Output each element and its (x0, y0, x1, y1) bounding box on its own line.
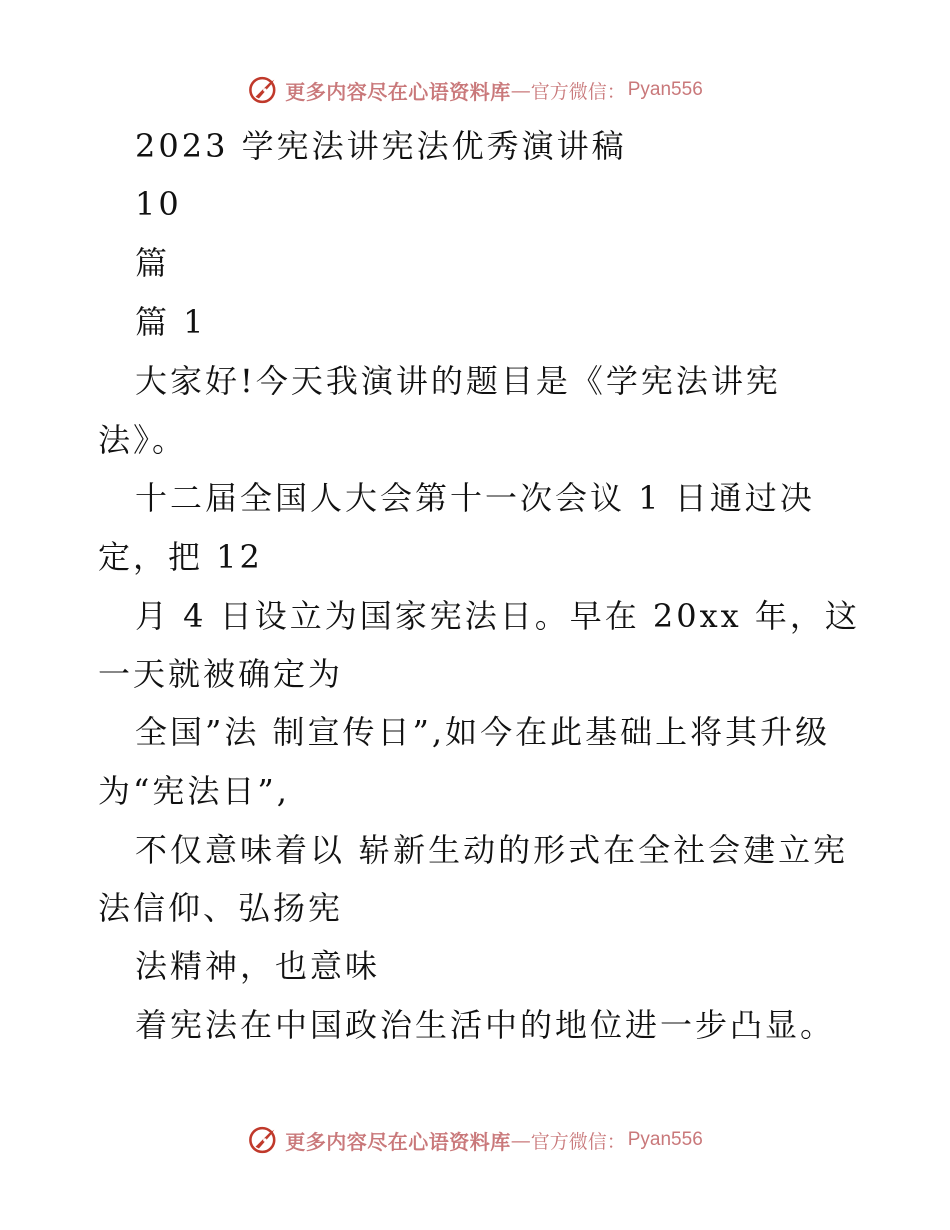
doc-line: 篇 (135, 244, 171, 282)
doc-line: 大家好!今天我演讲的题目是《学宪法讲宪 (135, 362, 781, 400)
doc-line: 一天就被确定为 (98, 655, 344, 693)
footer-watermark (0, 1120, 950, 1160)
watermark-wechat-id: Pyan556 (627, 79, 703, 100)
pen-nib-logo-icon (247, 1123, 281, 1157)
doc-line: 着宪法在中国政治生活中的地位进一步凸显。 (135, 1006, 836, 1044)
doc-line: 月 4 日设立为国家宪法日。早在 20xx 年，这 (135, 597, 860, 635)
doc-section-heading: 篇 1 (135, 303, 207, 341)
header-watermark (0, 70, 950, 110)
watermark-site-text: 更多内容尽在心语资料库 (285, 79, 511, 104)
doc-line: 法信仰、弘扬宪 (98, 889, 344, 927)
watermark-wechat-id: Pyan556 (627, 1129, 703, 1150)
watermark-wechat-label: 官方微信： (530, 1130, 626, 1153)
doc-title-line: 2023 学宪法讲宪法优秀演讲稿 (135, 127, 627, 165)
watermark-wechat-label: 官方微信： (530, 80, 626, 103)
doc-line: 10 (135, 185, 182, 223)
pen-nib-logo-icon (247, 73, 281, 107)
watermark-site-text: 更多内容尽在心语资料库 (285, 1129, 511, 1154)
doc-line: 为“宪法日”, (98, 772, 290, 810)
doc-line: 十二届全国人大会第十一次会议 1 日通过决 (135, 479, 815, 517)
doc-line: 全国”法 制宣传日”,如今在此基础上将其升级 (135, 713, 831, 751)
watermark-dash: — (510, 78, 531, 102)
doc-line: 法精神，也意味 (135, 947, 381, 985)
doc-line: 法》。 (98, 421, 188, 459)
doc-line: 不仅意味着以 崭新生动的形式在全社会建立宪 (135, 831, 849, 869)
doc-line: 定，把 12 (98, 538, 263, 576)
watermark-dash: — (510, 1128, 531, 1152)
